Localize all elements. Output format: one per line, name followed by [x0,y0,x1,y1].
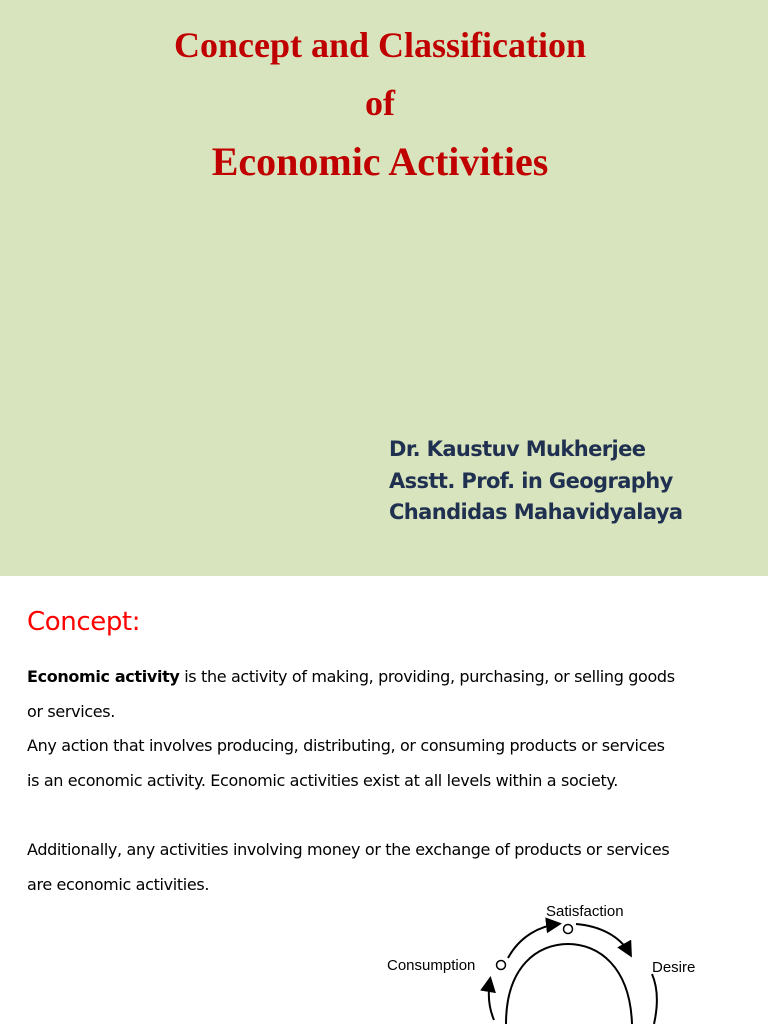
cycle-inner-circle [506,944,632,1024]
author-name: Dr. Kaustuv Mukherjee [389,437,646,461]
paragraph-3-line-1: Additionally, any activities involving money or the exchange of products or services [27,840,670,859]
cycle-arc-left-lower [489,980,494,1020]
title-line-3: Economic Activities [211,139,549,184]
paragraph-2-line-1: Any action that involves producing, distributing, or consuming products or services [27,736,665,755]
title-line-1: Concept and Classification [173,25,587,65]
satisfaction-node [564,925,573,934]
author-institution: Chandidas Mahavidyalaya [389,500,683,524]
title-line-2: of [365,83,395,123]
cycle-arc-satisfaction-to-desire [576,924,630,954]
paragraph-1-text: is the activity of making, providing, purchasing, or selling goods [179,667,675,686]
author-position: Asstt. Prof. in Geography [389,468,673,493]
desire-label: Desire [652,959,696,976]
paragraph-3-line-2: are economic activities. [27,875,210,894]
concept-heading: Concept: [27,607,141,637]
paragraph-1-line-1 [27,667,675,686]
economic-activity-term: Economic activity [27,667,180,686]
consumption-label: Consumption [387,957,476,974]
author-block [389,434,682,529]
satisfaction-label: Satisfaction [546,903,624,920]
paragraph-1-line-2: or services. [27,702,115,721]
cycle-arc-right-lower [652,974,657,1024]
concept-slide [0,576,768,1024]
paragraph-2-line-2: is an economic activity. Economic activities exist at all levels within a society. [27,771,618,790]
want-satisfaction-cycle-diagram [380,896,720,1024]
cycle-arc-consumption-to-satisfaction [508,924,558,958]
consumption-node [497,961,506,970]
